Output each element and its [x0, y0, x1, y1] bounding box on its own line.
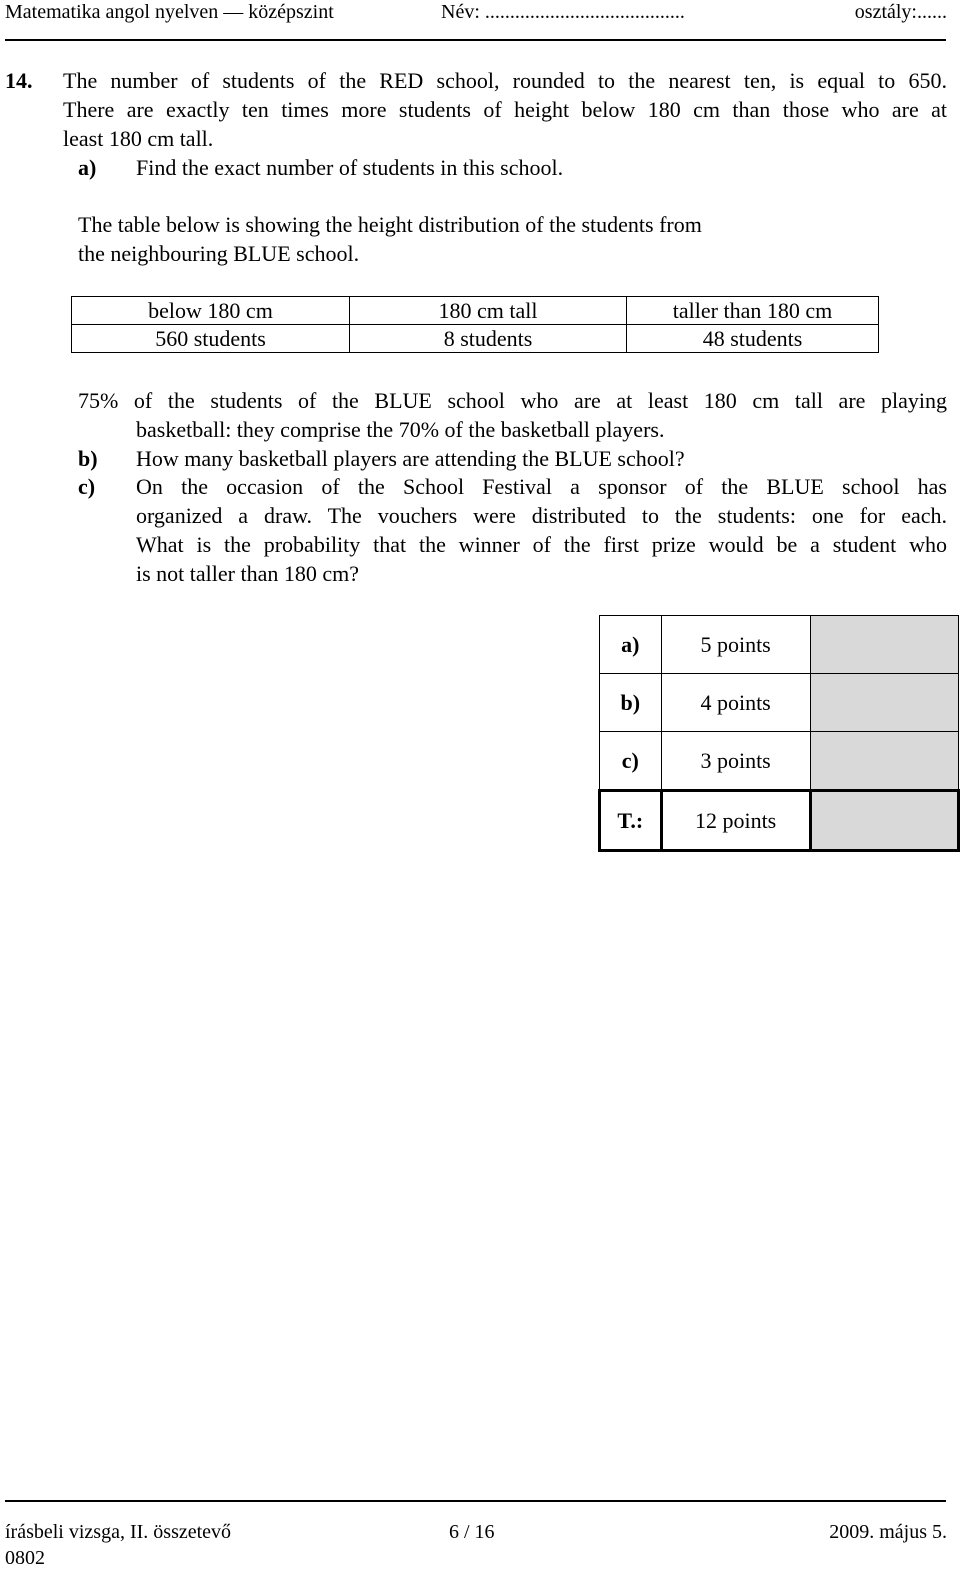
part-c-line-2: organized a draw. The vouchers were distributed to the students: one for each.	[136, 503, 947, 528]
points-value: 4 points	[661, 674, 810, 732]
footer-divider	[5, 1500, 946, 1502]
footer-page-number: 6 / 16	[449, 1521, 495, 1543]
intro-line-2: There are exactly ten times more students of height below 180 cm than those who are at	[63, 97, 947, 122]
table-header-row	[72, 297, 879, 325]
score-box[interactable]	[810, 616, 958, 674]
header-name-field: Név: ........................................	[441, 1, 685, 23]
header-divider	[5, 39, 946, 41]
basketball-line-2: basketball: they comprise the 70% of the basketball players.	[136, 417, 665, 442]
footer-exam-part: írásbeli vizsga, II. összetevő	[5, 1521, 232, 1543]
intro-line-3: least 180 cm tall.	[63, 126, 214, 151]
part-c-label: c)	[78, 474, 96, 499]
points-value: 12 points	[661, 791, 810, 851]
part-c-line-3: What is the probability that the winner of the first prize would be a student who	[136, 532, 947, 557]
part-a-text: Find the exact number of students in this school.	[136, 155, 564, 180]
points-row-c	[600, 732, 959, 791]
part-b-text: How many basketball players are attending the BLUE school?	[136, 446, 685, 471]
table-intro-line-1: The table below is showing the height distribution of the students from	[78, 212, 702, 237]
header-subject: Matematika angol nyelven — középszint	[5, 1, 334, 23]
footer-code: 0802	[5, 1547, 45, 1569]
points-label: b)	[600, 674, 662, 732]
header-class-field: osztály:......	[854, 1, 947, 23]
table-intro-line-2: the neighbouring BLUE school.	[78, 241, 360, 266]
question-number: 14.	[5, 68, 33, 93]
part-c-line-1: On the occasion of the School Festival a sponsor of the BLUE school has	[136, 474, 947, 499]
table-cell: 48 students	[627, 325, 879, 353]
points-row-b	[600, 674, 959, 732]
part-b-label: b)	[78, 446, 98, 471]
score-box[interactable]	[810, 732, 958, 791]
points-label: T.:	[600, 791, 662, 851]
intro-line-1: The number of students of the RED school, rounded to the nearest ten, is equal to 650.	[63, 68, 947, 93]
table-header-cell: 180 cm tall	[350, 297, 627, 325]
points-label: c)	[600, 732, 662, 791]
points-table	[598, 615, 960, 852]
points-value: 5 points	[661, 616, 810, 674]
part-c-line-4: is not taller than 180 cm?	[136, 561, 359, 586]
footer-date: 2009. május 5.	[829, 1521, 947, 1543]
points-row-a	[600, 616, 959, 674]
points-label: a)	[600, 616, 662, 674]
points-value: 3 points	[661, 732, 810, 791]
part-a-label: a)	[78, 155, 97, 180]
basketball-line-1: 75% of the students of the BLUE school who are at least 180 cm tall are playing	[78, 388, 947, 413]
table-cell: 560 students	[72, 325, 350, 353]
score-box[interactable]	[810, 791, 958, 851]
score-box[interactable]	[810, 674, 958, 732]
table-row	[72, 325, 879, 353]
table-cell: 8 students	[350, 325, 627, 353]
height-distribution-table	[71, 296, 879, 353]
table-header-cell: below 180 cm	[72, 297, 350, 325]
points-row-total	[600, 791, 959, 851]
table-header-cell: taller than 180 cm	[627, 297, 879, 325]
